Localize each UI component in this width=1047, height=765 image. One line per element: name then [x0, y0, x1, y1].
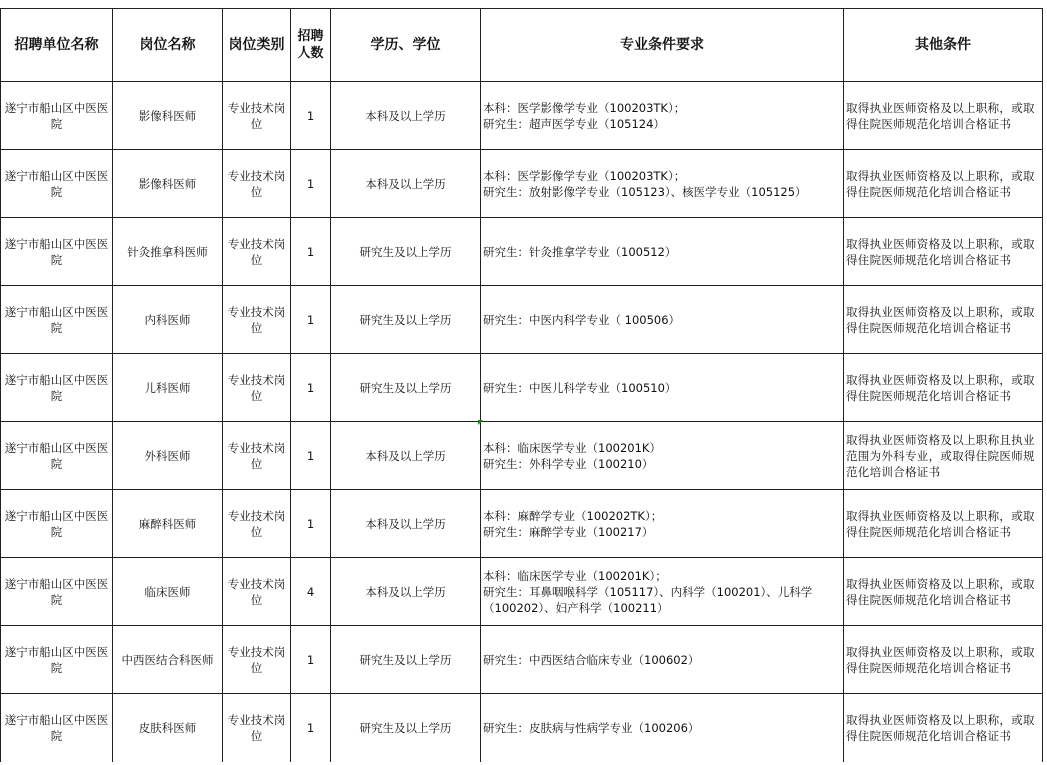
table-row	[1, 354, 1043, 422]
major-requirement-cell	[481, 150, 844, 218]
unit-cell: 遂宁市船山区中医医院	[1, 558, 113, 626]
major-requirement-cell	[481, 422, 844, 490]
table-row	[1, 558, 1043, 626]
table-row	[1, 218, 1043, 286]
table-row	[1, 626, 1043, 694]
major-requirement-line: 研究生：放射影像学专业（105123）、核医学专业（105125）	[483, 184, 807, 199]
unit-cell: 遂宁市船山区中医医院	[1, 694, 113, 762]
position-cell: 影像科医师	[113, 150, 223, 218]
position-cell: 针灸推拿科医师	[113, 218, 223, 286]
category-cell: 专业技术岗位	[223, 354, 291, 422]
position-cell: 麻醉科医师	[113, 490, 223, 558]
category-cell: 专业技术岗位	[223, 82, 291, 150]
unit-cell: 遂宁市船山区中医医院	[1, 626, 113, 694]
major-requirement-line: 研究生：外科学专业（100210）	[483, 456, 654, 471]
other-conditions-cell: 取得执业医师资格及以上职称，或取得住院医师规范化培训合格证书	[844, 694, 1043, 762]
table-row	[1, 82, 1043, 150]
table-row	[1, 694, 1043, 762]
position-cell: 儿科医师	[113, 354, 223, 422]
education-cell: 研究生及以上学历	[331, 694, 481, 762]
category-cell: 专业技术岗位	[223, 218, 291, 286]
major-requirement-cell	[481, 490, 844, 558]
count-cell: 1	[291, 354, 331, 422]
education-cell: 本科及以上学历	[331, 422, 481, 490]
table-row	[1, 422, 1043, 490]
other-conditions-cell: 取得执业医师资格及以上职称，或取得住院医师规范化培训合格证书	[844, 218, 1043, 286]
count-cell: 4	[291, 558, 331, 626]
table-row	[1, 150, 1043, 218]
recruitment-table	[0, 8, 1043, 762]
education-cell: 本科及以上学历	[331, 82, 481, 150]
count-cell: 1	[291, 286, 331, 354]
other-conditions-cell: 取得执业医师资格及以上职称，或取得住院医师规范化培训合格证书	[844, 150, 1043, 218]
header-row	[1, 9, 1043, 82]
other-conditions-cell: 取得执业医师资格及以上职称，或取得住院医师规范化培训合格证书	[844, 490, 1043, 558]
other-conditions-cell: 取得执业医师资格及以上职称，或取得住院医师规范化培训合格证书	[844, 286, 1043, 354]
header-count: 招聘人数	[291, 9, 331, 82]
major-requirement-line: 研究生：中西医结合临床专业（100602）	[483, 652, 700, 667]
position-cell: 内科医师	[113, 286, 223, 354]
unit-cell: 遂宁市船山区中医医院	[1, 218, 113, 286]
major-requirement-line: 研究生：中医儿科学专业（100510）	[483, 380, 677, 395]
major-requirement-line: 本科：临床医学专业（100201K）；	[483, 568, 667, 583]
count-cell: 1	[291, 150, 331, 218]
major-requirement-line: 本科：医学影像学专业（100203TK）；	[483, 100, 686, 115]
count-cell: 1	[291, 490, 331, 558]
major-requirement-cell	[481, 558, 844, 626]
major-requirement-line: 研究生：耳鼻咽喉科学（105117）、内科学（100201）、儿科学（100202）、妇产科学（100211）	[483, 584, 813, 615]
table-row	[1, 286, 1043, 354]
major-requirement-cell	[481, 626, 844, 694]
unit-cell: 遂宁市船山区中医医院	[1, 490, 113, 558]
major-requirement-line: 研究生：针灸推拿学专业（100512）	[483, 244, 677, 259]
position-cell: 临床医师	[113, 558, 223, 626]
header-unit: 招聘单位名称	[1, 9, 113, 82]
education-cell: 本科及以上学历	[331, 490, 481, 558]
unit-cell: 遂宁市船山区中医医院	[1, 286, 113, 354]
category-cell: 专业技术岗位	[223, 150, 291, 218]
other-conditions-cell: 取得执业医师资格及以上职称，或取得住院医师规范化培训合格证书	[844, 82, 1043, 150]
other-conditions-cell: 取得执业医师资格及以上职称，或取得住院医师规范化培训合格证书	[844, 354, 1043, 422]
education-cell: 本科及以上学历	[331, 150, 481, 218]
header-category: 岗位类别	[223, 9, 291, 82]
category-cell: 专业技术岗位	[223, 422, 291, 490]
header-major: 专业条件要求	[481, 9, 844, 82]
count-cell: 1	[291, 218, 331, 286]
major-requirement-cell	[481, 286, 844, 354]
major-requirement-cell	[481, 82, 844, 150]
category-cell: 专业技术岗位	[223, 626, 291, 694]
cell-comment-marker	[478, 420, 483, 425]
category-cell: 专业技术岗位	[223, 490, 291, 558]
count-cell: 1	[291, 626, 331, 694]
table-body	[1, 82, 1043, 762]
category-cell: 专业技术岗位	[223, 558, 291, 626]
header-other: 其他条件	[844, 9, 1043, 82]
major-requirement-cell	[481, 218, 844, 286]
major-requirement-line: 研究生：超声医学专业（105124）	[483, 116, 665, 131]
major-requirement-line: 研究生：皮肤病与性病学专业（100206）	[483, 720, 700, 735]
major-requirement-line: 研究生：中医内科学专业（ 100506）	[483, 312, 681, 327]
other-conditions-cell: 取得执业医师资格及以上职称，或取得住院医师规范化培训合格证书	[844, 626, 1043, 694]
position-cell: 影像科医师	[113, 82, 223, 150]
position-cell: 中西医结合科医师	[113, 626, 223, 694]
education-cell: 研究生及以上学历	[331, 286, 481, 354]
major-requirement-cell	[481, 694, 844, 762]
position-cell: 外科医师	[113, 422, 223, 490]
table-row	[1, 490, 1043, 558]
header-education: 学历、学位	[331, 9, 481, 82]
category-cell: 专业技术岗位	[223, 694, 291, 762]
major-requirement-line: 本科：临床医学专业（100201K）	[483, 440, 661, 455]
unit-cell: 遂宁市船山区中医医院	[1, 354, 113, 422]
major-requirement-line: 本科：麻醉学专业（100202TK）；	[483, 508, 663, 523]
position-cell: 皮肤科医师	[113, 694, 223, 762]
category-cell: 专业技术岗位	[223, 286, 291, 354]
major-requirement-line: 本科：医学影像学专业（100203TK）；	[483, 168, 686, 183]
header-position: 岗位名称	[113, 9, 223, 82]
unit-cell: 遂宁市船山区中医医院	[1, 82, 113, 150]
major-requirement-line: 研究生：麻醉学专业（100217）	[483, 524, 654, 539]
major-requirement-cell	[481, 354, 844, 422]
other-conditions-cell: 取得执业医师资格及以上职称，或取得住院医师规范化培训合格证书	[844, 558, 1043, 626]
count-cell: 1	[291, 422, 331, 490]
education-cell: 研究生及以上学历	[331, 354, 481, 422]
count-cell: 1	[291, 694, 331, 762]
unit-cell: 遂宁市船山区中医医院	[1, 422, 113, 490]
education-cell: 研究生及以上学历	[331, 626, 481, 694]
count-cell: 1	[291, 82, 331, 150]
education-cell: 研究生及以上学历	[331, 218, 481, 286]
unit-cell: 遂宁市船山区中医医院	[1, 150, 113, 218]
other-conditions-cell: 取得执业医师资格及以上职称且执业范围为外科专业，或取得住院医师规范化培训合格证书	[844, 422, 1043, 490]
education-cell: 本科及以上学历	[331, 558, 481, 626]
